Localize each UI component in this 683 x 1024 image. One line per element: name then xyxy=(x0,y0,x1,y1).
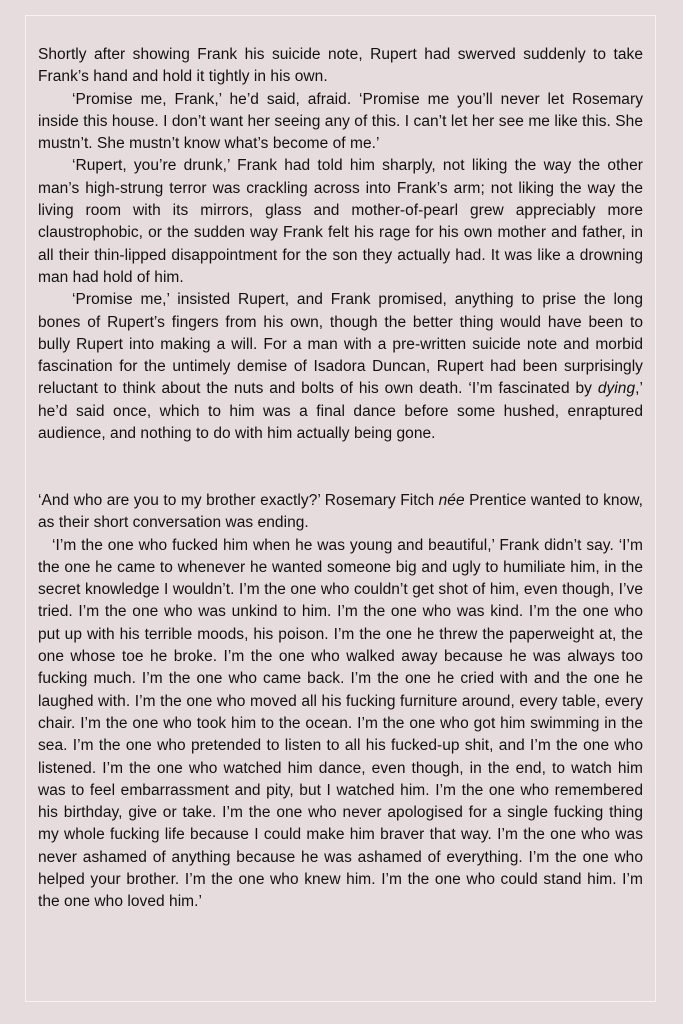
text-run: ,’ he’d said once, which to him was a final dance before some hushed, enraptured audience, and nothing to do with him actually being gone. xyxy=(38,380,643,443)
paragraph: ‘I’m the one who fucked him when he was young and beautiful,’ Frank didn’t say. ‘I’m the one he came to whenever he wanted someone big and ugly to humiliate him, in the secret knowledge I wouldn’t. I’m the one who couldn’t get shot of him, even though, I’ve tried. I’m the one who was unkind to him. I’m the one who was kind. I’m the one who put up with his terrible moods, his poison. I’m the one he threw the paperweight at, the one whose toe he broke. I’m the one who walked away because he was always too fucking much. I’m the one who came back. I’m the one he cried with and the one he laughed with. I’m the one who moved all his fucking furniture around, every table, every chair. I’m the one who took him to the ocean. I’m the one who got him swimming in the sea. I’m the one who pretended to listen to all his fucked-up shit, and I’m the one who listened. I’m the one who watched him dance, even though, in the end, to watch him was to feel embarrassment and pity, but I watched him. I’m the one who remembered his birthday, give or take. I’m the one who never apologised for a single fucking thing my whole fucking life because I could make him braver that way. I’m the one who was never ashamed of anything because he was ashamed of everything. I’m the one who helped your brother. I’m the one who knew him. I’m the one who could stand him. I’m the one who loved him.’ xyxy=(38,536,643,911)
paragraph: Shortly after showing Frank his suicide note, Rupert had swerved suddenly to take Frank’s hand and hold it tightly in his own. xyxy=(38,46,643,86)
text-run: ‘Promise me,’ insisted Rupert, and Frank promised, anything to prise the long bones of Rupert’s fingers from his own, though the better thing would have been to bully Rupert into making a will. For a man with a pre-written suicide note and morbid fascination for the untimely demise of Isadora Duncan, Rupert had been surprisingly reluctant to think about the nuts and bolts of his own death. ‘I’m fascinated by xyxy=(38,291,643,398)
text-run: Prentice wanted to know, as their short conversation was ending. xyxy=(38,491,644,532)
paragraph xyxy=(38,289,643,445)
emphasis: née xyxy=(438,491,465,509)
emphasis: dying xyxy=(597,380,636,398)
section-break xyxy=(38,468,643,490)
paragraph: ‘Promise me, Frank,’ he’d said, afraid. ‘Promise me you’ll never let Rosemary inside this house. I don’t want her seeing any of this. I can’t let her see me like this. She mustn’t. She mustn’t know what’s become of me.’ xyxy=(38,90,643,153)
document-body xyxy=(38,44,643,914)
text-run: ‘And who are you to my brother exactly?’ Rosemary Fitch xyxy=(38,491,439,509)
paragraph: ‘Rupert, you’re drunk,’ Frank had told him sharply, not liking the way the other man’s high-strung terror was crackling across into Frank’s arm; not liking the way the living room with its mirrors, glass and mother-of-pearl grew appreciably more claustrophobic, or the sudden way Frank felt his rage for his own mother and father, in all their thin-lipped disappointment for the son they actually had. It was like a drowning man had hold of him. xyxy=(38,157,643,286)
paragraph xyxy=(38,490,643,535)
section-break xyxy=(38,445,643,467)
